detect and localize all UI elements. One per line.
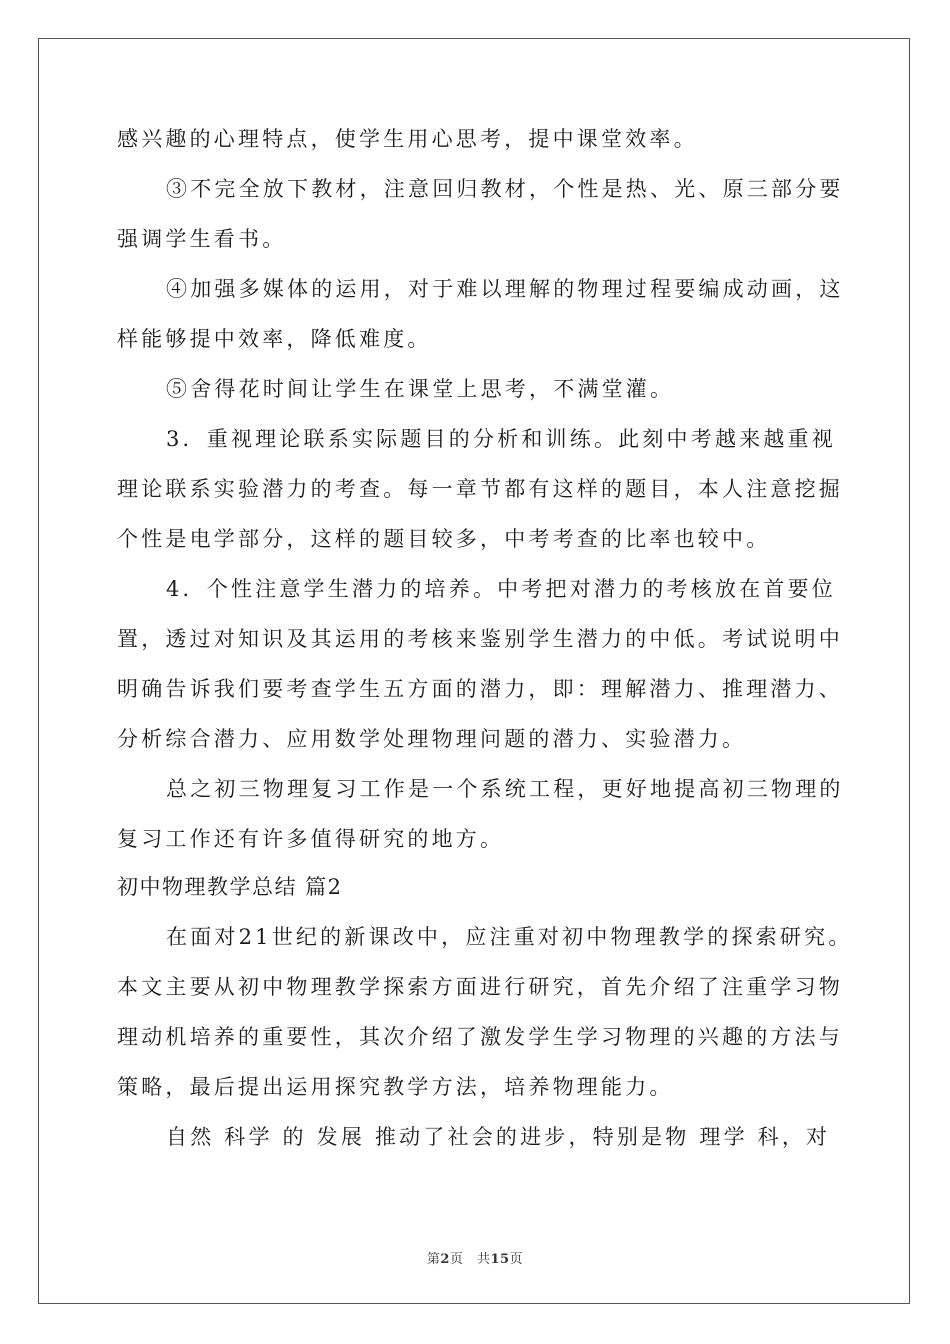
footer-suffix: 页 [509, 1252, 524, 1267]
footer-prefix: 第 [426, 1252, 441, 1267]
text-line: 3．重视理论联系实际题目的分析和训练。此刻中考越来越重视 [166, 427, 836, 451]
text-line: 理动机培养的重要性，其次介绍了激发学生学习物理的兴趣的方法与 [117, 1025, 843, 1049]
footer-mid: 页 共 [449, 1252, 491, 1267]
current-page-number: 2 [440, 1252, 450, 1267]
text-line: 样能够提中效率，降低难度。 [117, 327, 432, 351]
text-line: ⑤舍得花时间让学生在课堂上思考，不满堂灌。 [166, 377, 675, 401]
text-line: 分析综合潜力、应用数学处理物理问题的潜力、实验潜力。 [117, 727, 747, 751]
total-page-count: 15 [490, 1252, 510, 1267]
page-footer [0, 1248, 950, 1267]
text-line: 感兴趣的心理特点，使学生用心思考，提中课堂效率。 [117, 127, 698, 151]
text-line: 强调学生看书。 [117, 227, 287, 251]
text-line: ③不完全放下教材，注意回归教材，个性是热、光、原三部分要 [166, 177, 844, 201]
text-line: 置，透过对知识及其运用的考核来鉴别学生潜力的中低。考试说明中 [117, 627, 843, 651]
text-line: 理论联系实验潜力的考查。每一章节都有这样的题目，本人注意挖掘 [117, 477, 843, 501]
text-line: 自然 科学 的 发展 推动了社会的进步，特别是物 理学 科，对 [166, 1125, 831, 1149]
text-line: 总之初三物理复习工作是一个系统工程，更好地提高初三物理的 [166, 777, 844, 801]
text-line: 在面对21世纪的新课改中，应注重对初中物理教学的探索研究。 [166, 925, 853, 949]
text-line: 策略，最后提出运用探究教学方法，培养物理能力。 [117, 1075, 674, 1099]
text-line: 本文主要从初中物理教学探索方面进行研究，首先介绍了注重学习物 [117, 975, 843, 999]
text-line: 复习工作还有许多值得研究的地方。 [117, 827, 505, 851]
text-line: 明确告诉我们要考查学生五方面的潜力，即：理解潜力、推理潜力、 [117, 677, 843, 701]
text-line: ④加强多媒体的运用，对于难以理解的物理过程要编成动画，这 [166, 277, 844, 301]
section-heading: 初中物理教学总结 篇2 [117, 875, 343, 899]
text-line: 个性是电学部分，这样的题目较多，中考考查的比率也较中。 [117, 527, 771, 551]
text-line: 4．个性注意学生潜力的培养。中考把对潜力的考核放在首要位 [166, 577, 836, 601]
